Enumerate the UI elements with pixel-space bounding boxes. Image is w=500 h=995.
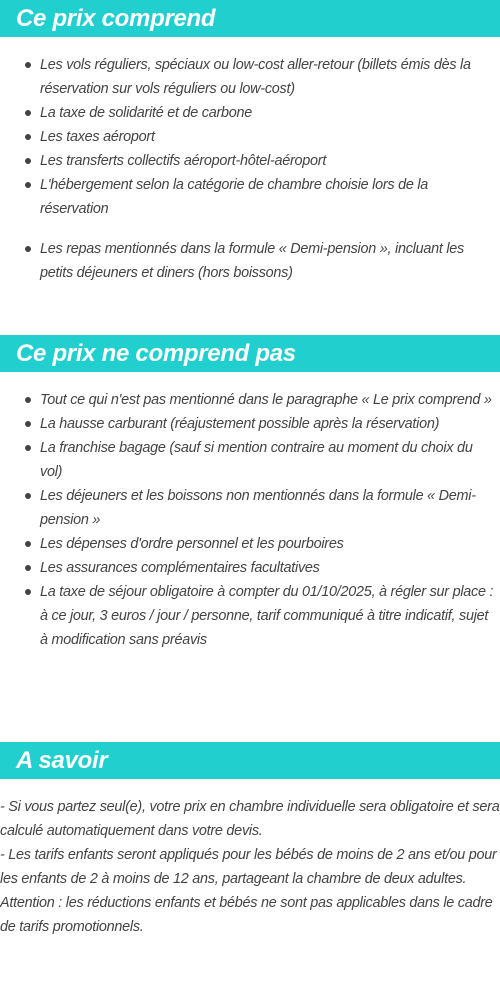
excluded-list	[0, 388, 500, 652]
list-item: Les dépenses d'ordre personnel et les pourboires	[0, 532, 500, 556]
info-paragraph: Attention : les réductions enfants et bébés ne sont pas applicables dans le cadre de tarifs promotionnels.	[0, 895, 493, 935]
list-item: Les déjeuners et les boissons non mentionnés dans la formule « Demi-pension »	[0, 484, 500, 532]
section-title-info: A savoir	[0, 742, 500, 779]
list-item: La taxe de séjour obligatoire à compter du 01/10/2025, à régler sur place : à ce jour, 3 euros / jour / personne, tarif communiqué à titre indicatif, sujet à modification sans préavis	[0, 580, 500, 652]
list-item: Les repas mentionnés dans la formule « Demi-pension », incluant les petits déjeuners et diners (hors boissons)	[0, 237, 500, 285]
list-item: Tout ce qui n'est pas mentionné dans le paragraphe « Le prix comprend »	[0, 388, 500, 412]
info-text	[0, 795, 500, 939]
list-item: Les transferts collectifs aéroport-hôtel-aéroport	[0, 149, 500, 173]
list-item: L'hébergement selon la catégorie de chambre choisie lors de la réservation	[0, 173, 500, 221]
section-title-excluded: Ce prix ne comprend pas	[0, 335, 500, 372]
list-item: La taxe de solidarité et de carbone	[0, 101, 500, 125]
list-item: La hausse carburant (réajustement possible après la réservation)	[0, 412, 500, 436]
list-item: Les taxes aéroport	[0, 125, 500, 149]
section-title-included: Ce prix comprend	[0, 0, 500, 37]
list-item: Les assurances complémentaires facultatives	[0, 556, 500, 580]
included-list	[0, 53, 500, 285]
info-paragraph: - Les tarifs enfants seront appliqués pour les bébés de moins de 2 ans et/ou pour les enfants de 2 à moins de 12 ans, partageant la chambre de deux adultes.	[0, 847, 497, 887]
list-item: La franchise bagage (sauf si mention contraire au moment du choix du vol)	[0, 436, 500, 484]
list-item: Les vols réguliers, spéciaux ou low-cost aller-retour (billets émis dès la réservation sur vols réguliers ou low-cost)	[0, 53, 500, 101]
info-paragraph: - Si vous partez seul(e), votre prix en chambre individuelle sera obligatoire et sera calculé automatiquement dans votre devis.	[0, 799, 500, 839]
